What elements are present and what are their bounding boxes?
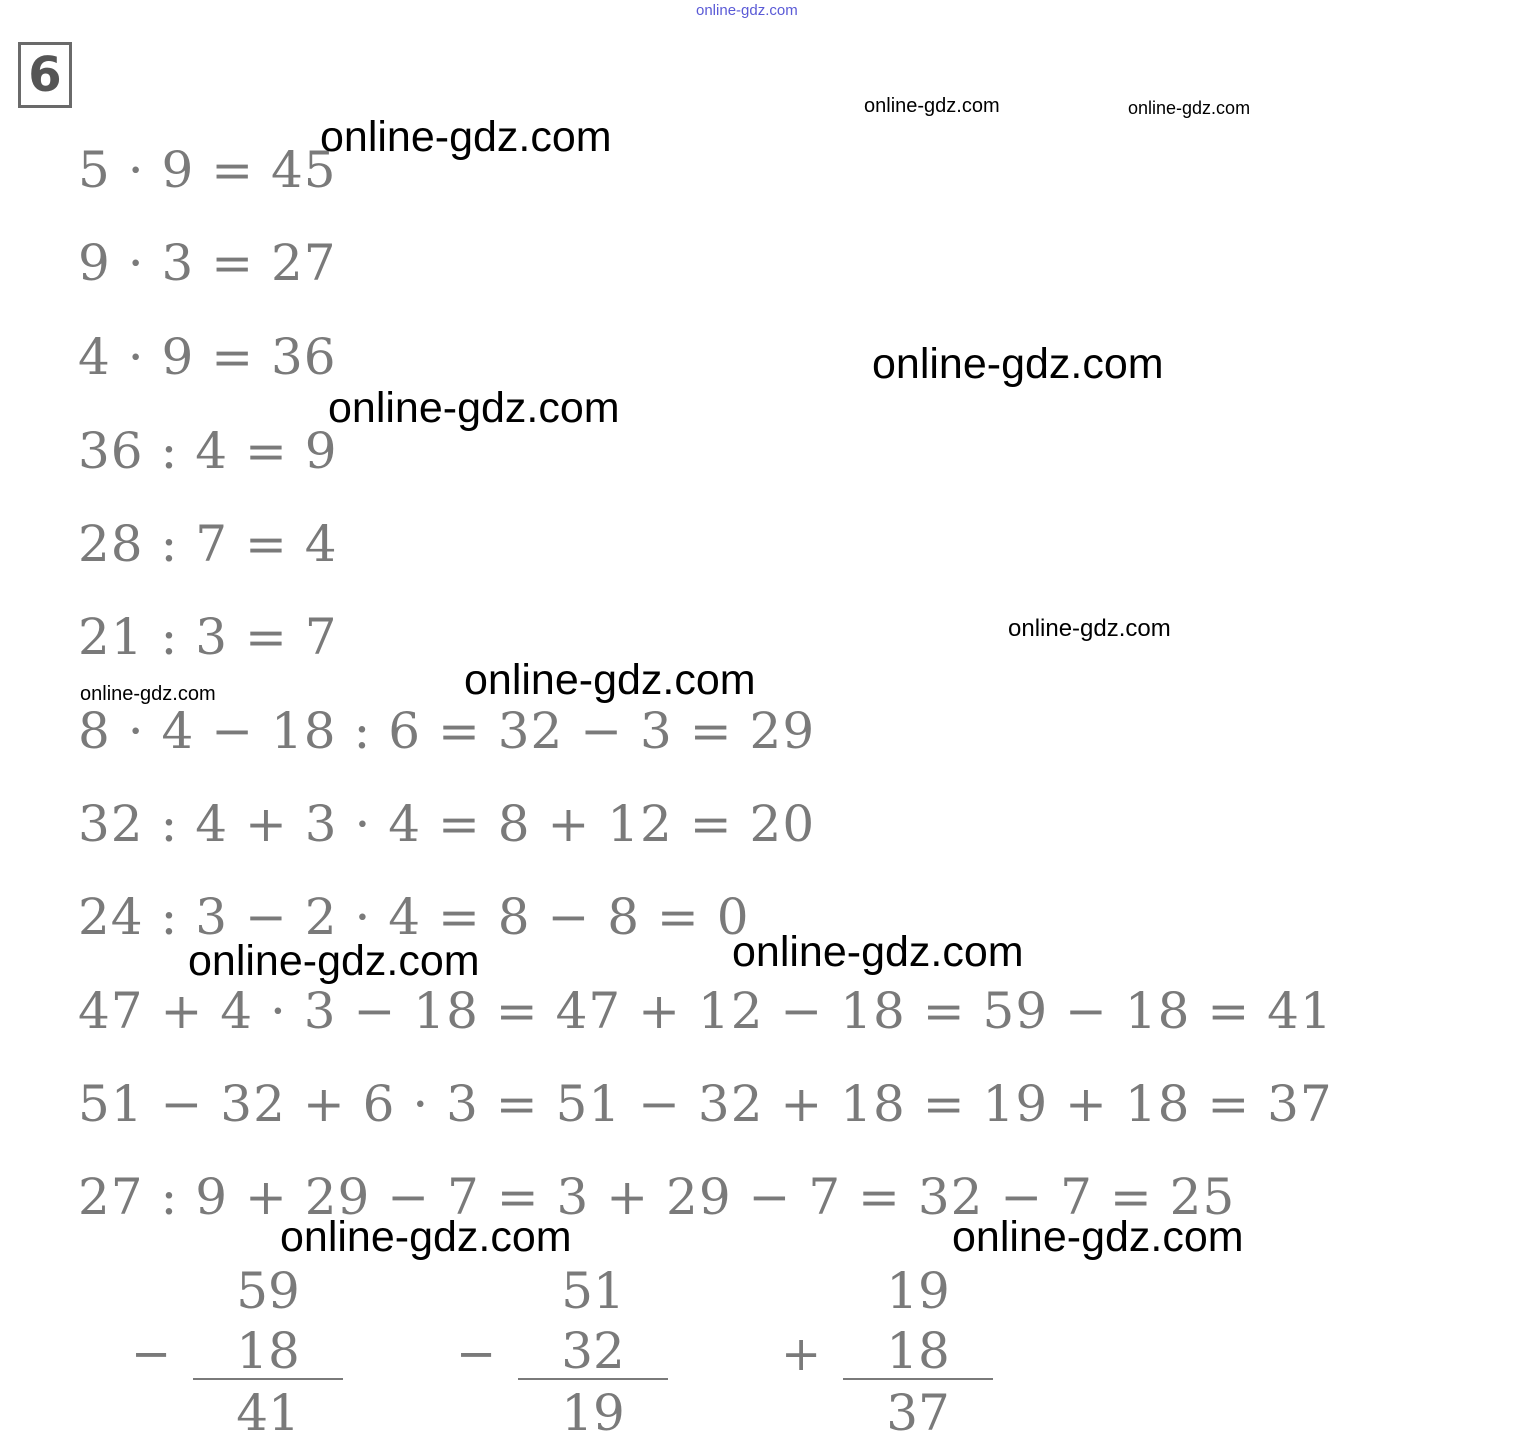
task-number-box: 6 — [18, 42, 72, 108]
minuend: 51 — [561, 1262, 625, 1320]
equation-1: 5 · 9 = 45 — [78, 141, 337, 199]
watermark: online-gdz.com — [732, 928, 1024, 976]
subtrahend: 32 — [561, 1322, 625, 1380]
watermark: online-gdz.com — [464, 656, 756, 704]
watermark: online-gdz.com — [864, 95, 1000, 117]
equation-3: 4 · 9 = 36 — [78, 328, 337, 386]
source-watermark-top: online-gdz.com — [696, 2, 798, 19]
equation-11: 51 − 32 + 6 · 3 = 51 − 32 + 18 = 19 + 18 = 37 — [78, 1075, 1333, 1133]
watermark: online-gdz.com — [280, 1213, 572, 1261]
minus-operator: − — [131, 1326, 172, 1382]
result-line — [518, 1378, 668, 1380]
sum: 37 — [886, 1384, 950, 1442]
equation-2: 9 · 3 = 27 — [78, 234, 337, 292]
column-calc-subtraction-1 — [131, 1262, 343, 1446]
watermark: online-gdz.com — [80, 683, 216, 705]
watermark: online-gdz.com — [1008, 615, 1171, 642]
watermark: online-gdz.com — [1128, 98, 1251, 118]
difference: 41 — [236, 1384, 300, 1442]
minus-operator: − — [456, 1326, 497, 1382]
result-line — [843, 1378, 993, 1380]
equation-6: 21 : 3 = 7 — [78, 608, 338, 666]
difference: 19 — [561, 1384, 625, 1442]
column-calc-subtraction-2 — [456, 1262, 668, 1446]
addend-2: 18 — [886, 1322, 950, 1380]
equation-5: 28 : 7 = 4 — [78, 515, 338, 573]
watermark: online-gdz.com — [328, 384, 620, 432]
equation-10: 47 + 4 · 3 − 18 = 47 + 12 − 18 = 59 − 18 = 41 — [78, 982, 1333, 1040]
subtrahend: 18 — [236, 1322, 300, 1380]
watermark: online-gdz.com — [872, 340, 1164, 388]
addend-1: 19 — [886, 1262, 950, 1320]
equation-4: 36 : 4 = 9 — [78, 422, 338, 480]
result-line — [193, 1378, 343, 1380]
watermark: online-gdz.com — [320, 113, 612, 161]
equation-7: 8 · 4 − 18 : 6 = 32 − 3 = 29 — [78, 702, 816, 760]
equation-8: 32 : 4 + 3 · 4 = 8 + 12 = 20 — [78, 795, 816, 853]
column-calc-addition — [781, 1262, 993, 1446]
plus-operator: + — [781, 1326, 822, 1382]
equation-9: 24 : 3 − 2 · 4 = 8 − 8 = 0 — [78, 888, 750, 946]
minuend: 59 — [236, 1262, 300, 1320]
watermark: online-gdz.com — [952, 1213, 1244, 1261]
watermark: online-gdz.com — [188, 937, 480, 985]
equation-12: 27 : 9 + 29 − 7 = 3 + 29 − 7 = 32 − 7 = 25 — [78, 1168, 1236, 1226]
